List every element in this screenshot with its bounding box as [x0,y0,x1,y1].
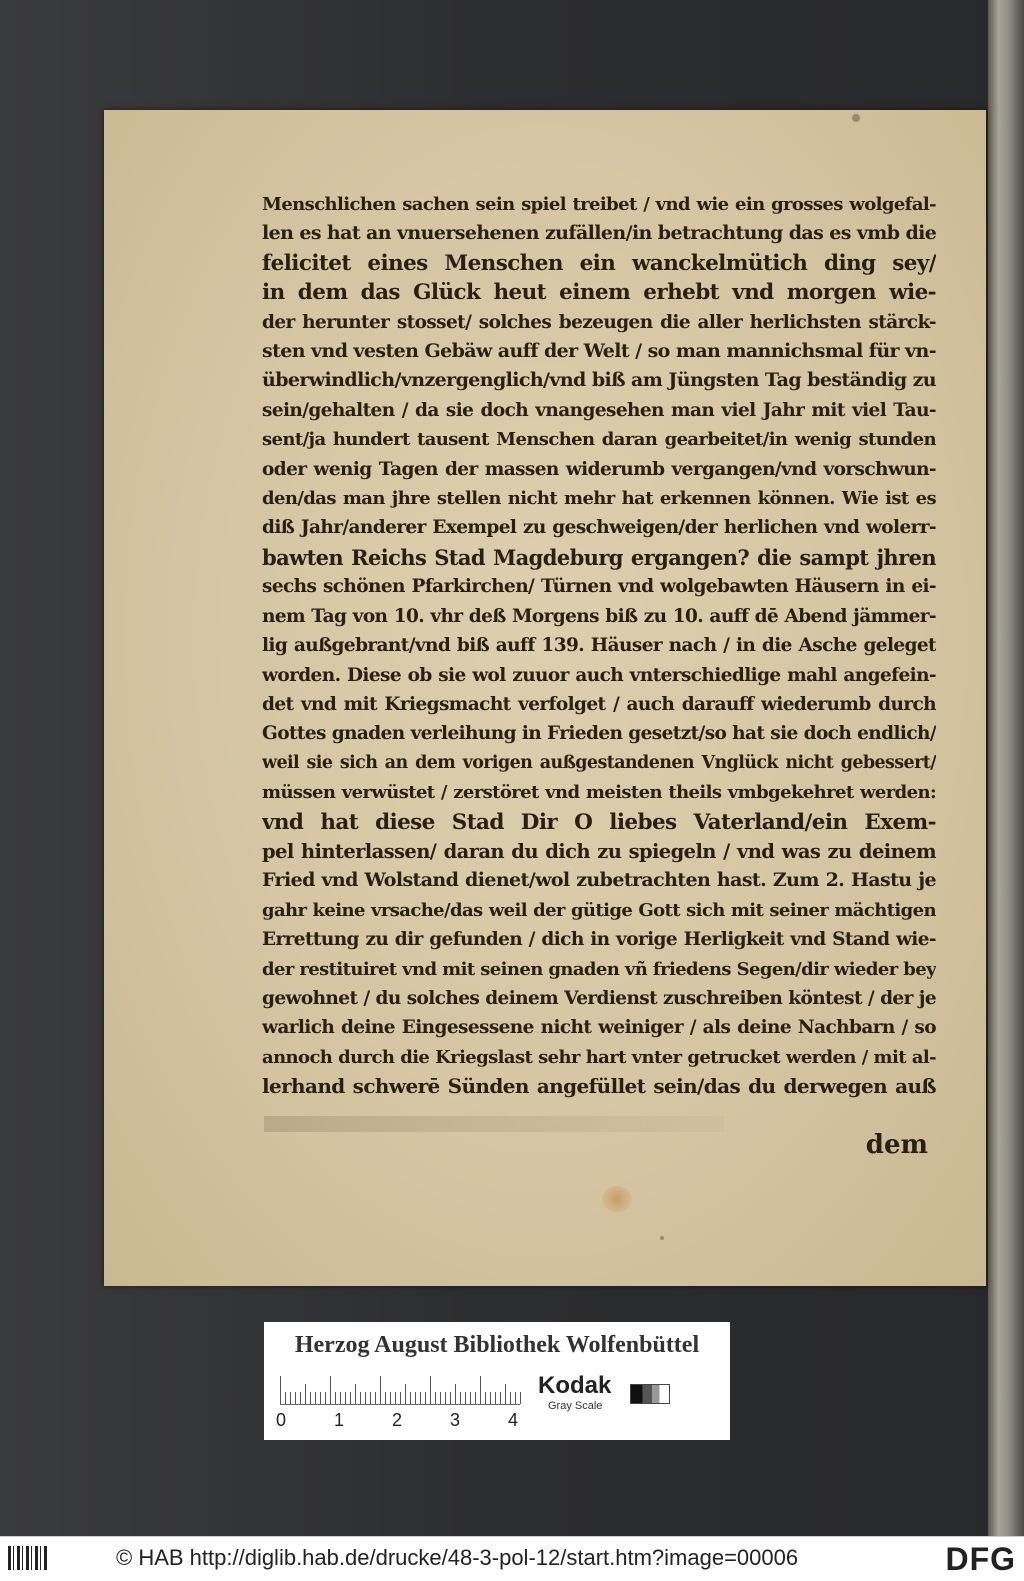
ruler-number: 1 [334,1410,345,1430]
ruler-tick [335,1392,336,1404]
ruler-tick [515,1392,516,1404]
book-page [104,110,986,1286]
text-line: det vnd mit Kriegsmacht verfolget / auch darauff wiederumb durch [262,693,936,715]
text-line: sten vnd vesten Gebäw auff der Welt / so man mannichsmal für vn- [262,340,936,363]
ruler-tick [310,1392,311,1404]
text-line: der herunter stosset/ solches bezeugen die aller herlichsten stärck- [262,311,936,333]
ruler-tick [445,1392,446,1404]
text-line: sent/ja hundert tausent Menschen daran gearbeitet/in wenig stunden [262,429,936,451]
ruler-tick [520,1392,521,1404]
paper-speck [852,114,860,122]
ruler-tick [355,1384,356,1404]
paper-speck [660,1236,664,1240]
dfg-logo: DFG [945,1541,1016,1577]
text-line: felicitet eines Menschen ein wanckelmütich ding sey/ [262,250,936,276]
ruler-tick [280,1376,281,1404]
ruler-tick [470,1392,471,1404]
text-line: überwindlich/vnzergenglich/vnd biß am Jüngsten Tag beständig zu [262,369,936,392]
text-line: nem Tag von 10. vhr deß Morgens biß zu 10. auff dē Abend jämmer- [262,605,936,627]
text-line: der restituiret vnd mit seinen gnaden vñ friedens Segen/dir wieder bey [262,958,936,980]
ruler-tick [425,1392,426,1404]
ruler-tick [290,1392,291,1404]
ruler-tick [490,1392,491,1404]
ruler-tick [410,1392,411,1404]
text-line: bawten Reichs Stad Magdeburg ergangen? die sampt jhren [262,544,936,570]
ruler-tick [320,1392,321,1404]
ruler-tick [380,1376,381,1404]
ruler-tick [295,1392,296,1404]
catchword: dem [865,1130,928,1160]
ruler-tick [420,1392,421,1404]
ruler-tick [300,1392,301,1404]
paper-stain [602,1186,632,1212]
gray-scale-swatch [630,1384,670,1404]
text-line: gewohnet / du solches deinem Verdienst zuschreiben köntest / der je [262,987,936,1009]
ruler-tick [510,1392,511,1404]
ruler-tick [440,1392,441,1404]
text-line: sein/gehalten / da sie doch vnangesehen man viel Jahr mit viel Tau- [262,399,936,421]
ruler-tick [405,1384,406,1404]
text-line: annoch durch die Kriegslast sehr hart vnter getrucket werden / mit al- [262,1046,936,1068]
ruler-tick [315,1392,316,1404]
text-line: den/das man jhre stellen nicht mehr hat erkennen können. Wie ist es [262,488,936,510]
text-line: lig außgebrant/vnd biß auff 139. Häuser nach / in die Asche geleget [262,635,936,657]
text-line: diß Jahr/anderer Exempel zu geschweigen/der herlichen vnd wolerr- [262,517,936,539]
text-line: vnd hat diese Stad Dir O liebes Vaterland/ein Exem- [262,809,936,835]
ruler-tick [345,1392,346,1404]
ruler-tick [475,1392,476,1404]
ruler-number: 0 [276,1410,287,1430]
ruler-tick [385,1392,386,1404]
ruler-tick [505,1384,506,1404]
text-line: Gottes gnaden verleihung in Frieden gesetzt/so hat sie doch endlich/ [262,723,936,745]
ruler-tick [435,1392,436,1404]
ruler-tick [365,1392,366,1404]
ruler-number: 3 [450,1410,461,1430]
book-edge [988,0,1024,1536]
ruler-tick [495,1392,496,1404]
text-line: oder wenig Tagen der massen widerumb vergangen/vnd vorschwun- [262,458,936,480]
ruler-tick [285,1392,286,1404]
ruler-tick [390,1392,391,1404]
ruler-tick [360,1392,361,1404]
copyright-link[interactable]: © HAB http://diglib.hab.de/drucke/48-3-pol-12/start.htm?image=00006 [116,1545,799,1570]
ruler-tick [325,1392,326,1404]
text-line: müssen verwüstet / zerstöret vnd meisten theils vmbgekehret werden: [262,782,936,804]
ruler-tick [375,1392,376,1404]
kodak-logo: Kodak [538,1372,612,1399]
measurement-ruler [280,1376,520,1405]
page-text-block [262,190,936,1102]
ruler-tick [485,1392,486,1404]
ruler-tick [330,1376,331,1404]
ruler-tick [500,1392,501,1404]
text-line: len es hat an vnuersehenen zufällen/in betrachtung das es vmb die [262,222,936,245]
text-line: worden. Diese ob sie wol zuuor auch vnterschiedlige mahl angefein- [262,664,936,686]
text-line: weil sie sich an dem vorigen außgestandenen Vnglück nicht gebessert/ [262,752,936,773]
text-line: sechs schönen Pfarkirchen/ Türnen vnd wolgebawten Häusern in ei- [262,576,936,598]
ruler-number: 4 [508,1410,519,1430]
library-name: Herzog August Bibliothek Wolfenbüttel [294,1332,700,1358]
ruler-tick [340,1392,341,1404]
ruler-tick [305,1384,306,1404]
ruler-number: 2 [392,1410,403,1430]
text-line: pel hinterlassen/ daran du dich zu spiegeln / vnd was zu deinem [262,839,936,863]
text-line: Menschlichen sachen sein spiel treibet / vnd wie ein grosses wolgefal- [262,194,936,215]
ruler-tick [480,1376,481,1404]
ruler-tick [395,1392,396,1404]
ruler-tick [465,1392,466,1404]
text-line: warlich deine Eingesessene nicht weiniger / als deine Nachbarn / so [262,1017,936,1039]
ruler-tick [370,1392,371,1404]
footer-bar [0,1536,1024,1581]
text-line: gahr keine vrsache/das weil der gütige Gott sich mit seiner mächtigen [262,899,936,921]
text-line: Fried vnd Wolstand dienet/wol zubetrachten hast. Zum 2. Hastu je [262,869,936,892]
gray-scale-label: Gray Scale [548,1400,603,1412]
ruler-tick [400,1392,401,1404]
barcode-icon [8,1546,48,1570]
ruler-tick [430,1376,431,1404]
ruler-tick [455,1384,456,1404]
text-line: in dem das Glück heut einem erhebt vnd morgen wie- [262,280,936,306]
ruler-tick [450,1392,451,1404]
text-line: Errettung zu dir gefunden / dich in vorige Herligkeit vnd Stand wie- [262,929,936,951]
text-line: lerhand schwerē Sünden angefüllet sein/das du derwegen auß [262,1074,936,1099]
ruler-tick [460,1392,461,1404]
ruler-tick [415,1392,416,1404]
ruler-tick [350,1392,351,1404]
library-label-card [264,1322,730,1440]
show-through-ink [264,1116,724,1132]
